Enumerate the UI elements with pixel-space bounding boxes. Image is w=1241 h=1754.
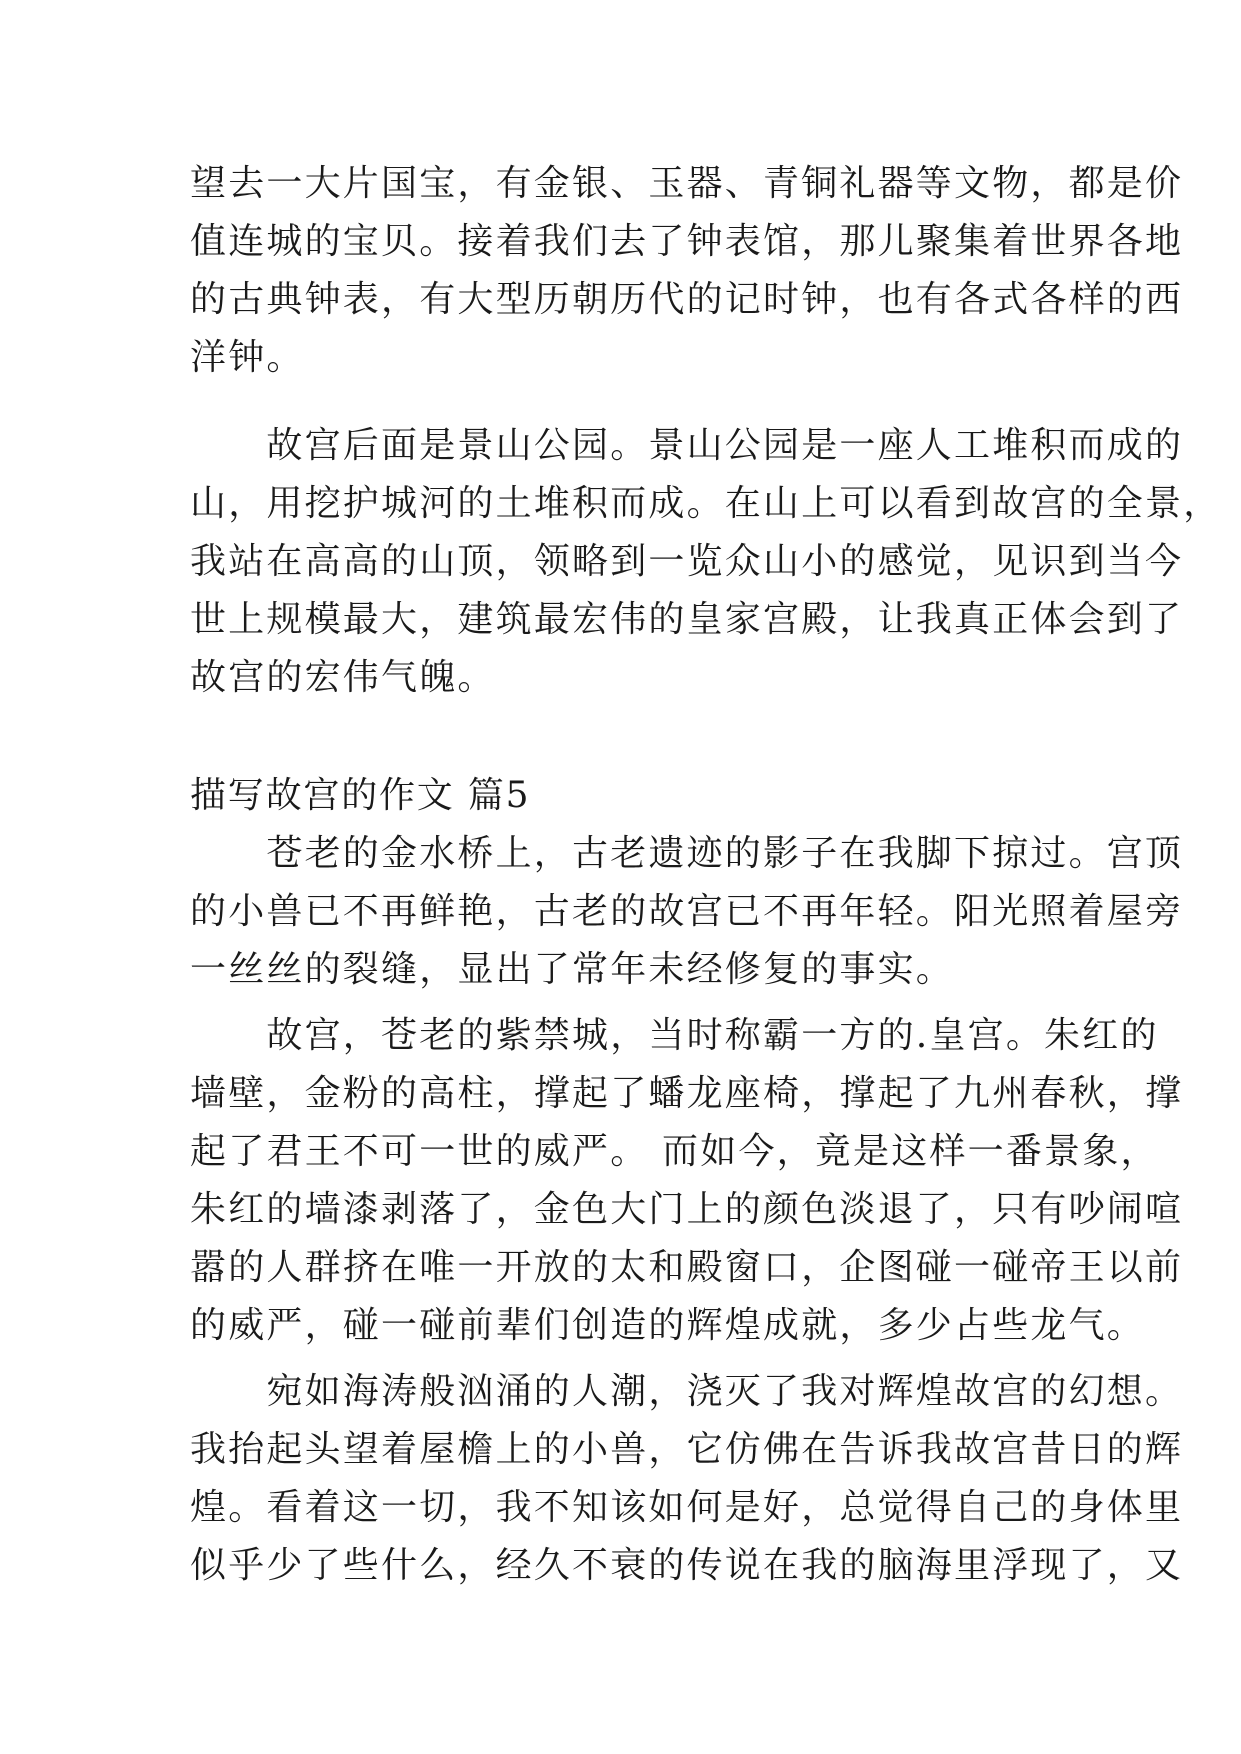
text-line: 嚣的人群挤在唯一开放的太和殿窗口，企图碰一碰帝王以前 <box>190 1247 1184 1288</box>
text-line: 似乎少了些什么，经久不衰的传说在我的脑海里浮现了，又 <box>190 1545 1184 1586</box>
text-line: 故宫后面是景山公园。景山公园是一座人工堆积而成的 <box>190 425 1184 466</box>
text-line: 苍老的金水桥上，古老遗迹的影子在我脚下掠过。宫顶 <box>190 833 1184 874</box>
section-spacer <box>190 707 1090 767</box>
text-line: 的威严，碰一碰前辈们创造的辉煌成就，多少占些龙气。 <box>190 1305 1146 1346</box>
text-line: 的古典钟表，有大型历朝历代的记时钟，也有各式各样的西 <box>190 279 1184 320</box>
text-line: 墙壁，金粉的高柱，撑起了蟠龙座椅，撑起了九州春秋，撑 <box>190 1073 1184 1114</box>
text-line: 世上规模最大，建筑最宏伟的皇家宫殿，让我真正体会到了 <box>190 599 1184 640</box>
text-line: 望去一大片国宝，有金银、玉器、青铜礼器等文物，都是价 <box>190 163 1184 204</box>
paragraph-spacer <box>190 999 1090 1007</box>
text-line: 的小兽已不再鲜艳，古老的故宫已不再年轻。阳光照着屋旁 <box>190 891 1184 932</box>
paragraph-3 <box>190 825 1184 999</box>
text-line: 洋钟。 <box>190 337 305 378</box>
section-heading: 描写故宫的作文 篇5 <box>190 775 531 816</box>
paragraph-5 <box>190 1363 1184 1595</box>
paragraph-2 <box>190 417 1222 707</box>
text-line: 一丝丝的裂缝，显出了常年未经修复的事实。 <box>190 949 955 990</box>
text-line: 朱红的墙漆剥落了，金色大门上的颜色淡退了，只有吵闹喧 <box>190 1189 1184 1230</box>
text-line: 宛如海涛般汹涌的人潮，浇灭了我对辉煌故宫的幻想。 <box>190 1371 1184 1412</box>
text-line: 我抬起头望着屋檐上的小兽，它仿佛在告诉我故宫昔日的辉 <box>190 1429 1184 1470</box>
text-line: 山，用挖护城河的土堆积而成。在山上可以看到故宫的全景， <box>190 483 1222 524</box>
paragraph-spacer <box>190 387 1090 417</box>
text-line: 故宫，苍老的紫禁城，当时称霸一方的.皇宫。朱红的 <box>190 1015 1159 1056</box>
text-line: 值连城的宝贝。接着我们去了钟表馆，那儿聚集着世界各地 <box>190 221 1184 262</box>
document-body <box>190 155 1222 1595</box>
paragraph-4 <box>190 1007 1184 1355</box>
paragraph-1 <box>190 155 1184 387</box>
text-line: 起了君王不可一世的威严。 而如今，竟是这样一番景象， <box>190 1131 1159 1172</box>
paragraph-spacer <box>190 1355 1090 1363</box>
text-line: 故宫的宏伟气魄。 <box>190 657 496 698</box>
text-line: 我站在高高的山顶，领略到一览众山小的感觉，见识到当今 <box>190 541 1184 582</box>
text-line: 煌。看着这一切，我不知该如何是好，总觉得自己的身体里 <box>190 1487 1184 1528</box>
